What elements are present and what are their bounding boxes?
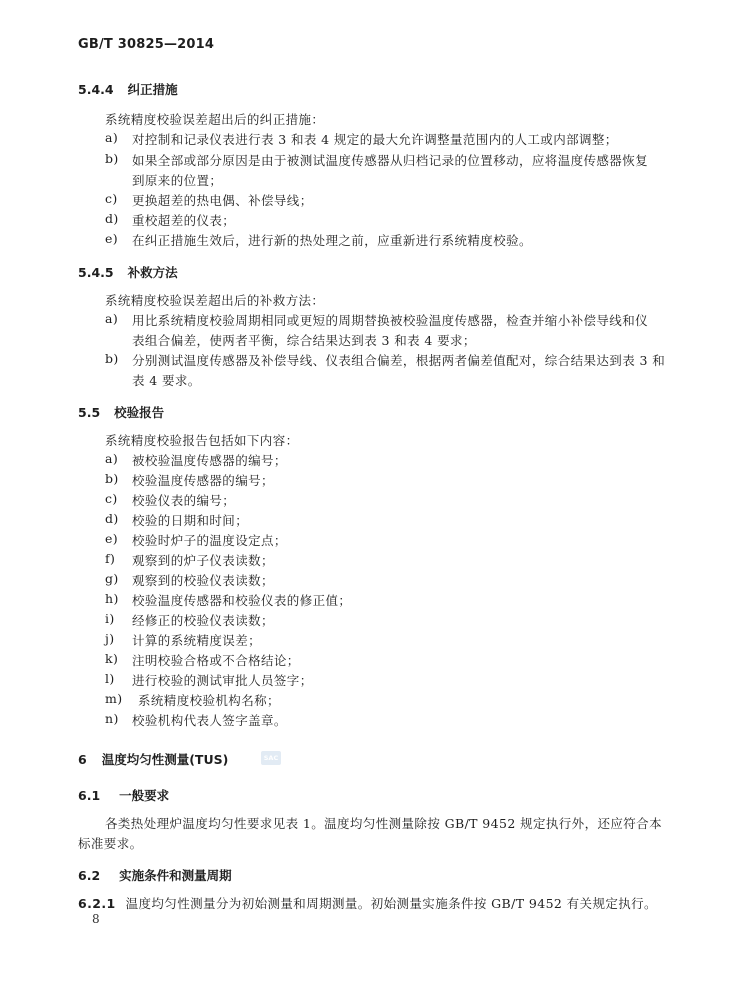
standard-header: GB/T 30825—2014 [78, 37, 215, 52]
clause-number: 6.2.1 [78, 896, 116, 911]
section-intro: 系统精度校验误差超出后的纠正措施： [105, 112, 325, 127]
list-marker: d) [105, 211, 119, 226]
list-marker: b) [105, 151, 119, 166]
section-title: 补救方法 [127, 265, 178, 280]
list-marker: i) [105, 611, 115, 626]
list-marker: b) [105, 471, 119, 486]
list-text: 被校验温度传感器的编号； [132, 453, 287, 468]
list-text: 更换超差的热电偶、补偿导线； [132, 193, 313, 208]
clause-6-2-1 [78, 894, 657, 912]
list-text: 如果全部或部分原因是由于被测试温度传感器从归档记录的位置移动，应将温度传感器恢复 [132, 153, 649, 168]
list-text: 到原来的位置； [132, 173, 223, 188]
list-marker: a) [105, 130, 119, 145]
section-title: 实施条件和测量周期 [119, 868, 232, 883]
section-heading-6-1 [78, 786, 169, 804]
section-number: 6.2 [78, 868, 101, 883]
section-number: 6 [78, 752, 87, 767]
list-text: 对控制和记录仪表进行表 3 和表 4 规定的最大允许调整量范围内的人工或内部调整； [132, 132, 618, 147]
section-intro: 系统精度校验报告包括如下内容： [105, 433, 299, 448]
section-title: 一般要求 [119, 788, 170, 803]
list-marker: b) [105, 351, 119, 366]
section-title: 纠正措施 [127, 82, 178, 97]
list-text: 经修正的校验仪表读数； [132, 613, 274, 628]
list-text: 表 4 要求。 [132, 373, 201, 388]
list-text: 校验机构代表人签字盖章。 [132, 713, 287, 728]
list-text: 校验仪表的编号； [132, 493, 236, 508]
chapter-heading-6 [78, 750, 228, 768]
list-marker: g) [105, 571, 119, 586]
paragraph-line: 标准要求。 [78, 836, 143, 851]
list-marker: e) [105, 231, 119, 246]
list-text: 校验的日期和时间； [132, 513, 249, 528]
list-text: 进行校验的测试审批人员签字； [132, 673, 313, 688]
list-marker: a) [105, 311, 119, 326]
clause-text: 温度均匀性测量分为初始测量和周期测量。初始测量实施条件按 GB/T 9452 有关规定执行。 [125, 896, 657, 911]
list-text: 用比系统精度校验周期相同或更短的周期替换被校验温度传感器，检查并缩小补偿导线和仪 [132, 313, 649, 328]
section-heading-5-5 [78, 403, 164, 421]
list-text: 分别测试温度传感器及补偿导线、仪表组合偏差，根据两者偏差值配对，综合结果达到表 3 和 [132, 353, 666, 368]
section-number: 5.4.5 [78, 265, 114, 280]
watermark-stamp: SAC [261, 751, 281, 765]
section-number: 5.5 [78, 405, 101, 420]
section-heading-5-4-4 [78, 80, 178, 98]
list-marker: l) [105, 671, 115, 686]
list-marker: m) [105, 691, 123, 706]
section-heading-5-4-5 [78, 263, 178, 281]
list-text: 在纠正措施生效后，进行新的热处理之前，应重新进行系统精度校验。 [132, 233, 532, 248]
paragraph-line: 各类热处理炉温度均匀性要求见表 1。温度均匀性测量除按 GB/T 9452 规定执行外，还应符合本 [105, 816, 662, 831]
section-number: 6.1 [78, 788, 101, 803]
list-marker: n) [105, 711, 119, 726]
list-text: 注明校验合格或不合格结论； [132, 653, 300, 668]
list-marker: k) [105, 651, 119, 666]
list-marker: h) [105, 591, 119, 606]
list-text: 计算的系统精度误差； [132, 633, 262, 648]
list-text: 校验温度传感器的编号； [132, 473, 274, 488]
list-text: 观察到的校验仪表读数； [132, 573, 274, 588]
list-text: 校验时炉子的温度设定点； [132, 533, 287, 548]
list-marker: c) [105, 191, 118, 206]
list-text: 系统精度校验机构名称； [138, 693, 280, 708]
list-marker: d) [105, 511, 119, 526]
list-text: 校验温度传感器和校验仪表的修正值； [132, 593, 352, 608]
list-marker: e) [105, 531, 119, 546]
section-intro: 系统精度校验误差超出后的补救方法： [105, 293, 325, 308]
list-marker: a) [105, 451, 119, 466]
section-number: 5.4.4 [78, 82, 114, 97]
page-number: 8 [92, 912, 100, 926]
list-marker: f) [105, 551, 116, 566]
section-title: 温度均匀性测量(TUS) [101, 752, 229, 767]
section-title: 校验报告 [114, 405, 165, 420]
list-text: 观察到的炉子仪表读数； [132, 553, 274, 568]
list-marker: c) [105, 491, 118, 506]
list-marker: j) [105, 631, 115, 646]
section-heading-6-2 [78, 866, 232, 884]
list-text: 表组合偏差，使两者平衡，综合结果达到表 3 和表 4 要求； [132, 333, 476, 348]
list-text: 重校超差的仪表； [132, 213, 236, 228]
